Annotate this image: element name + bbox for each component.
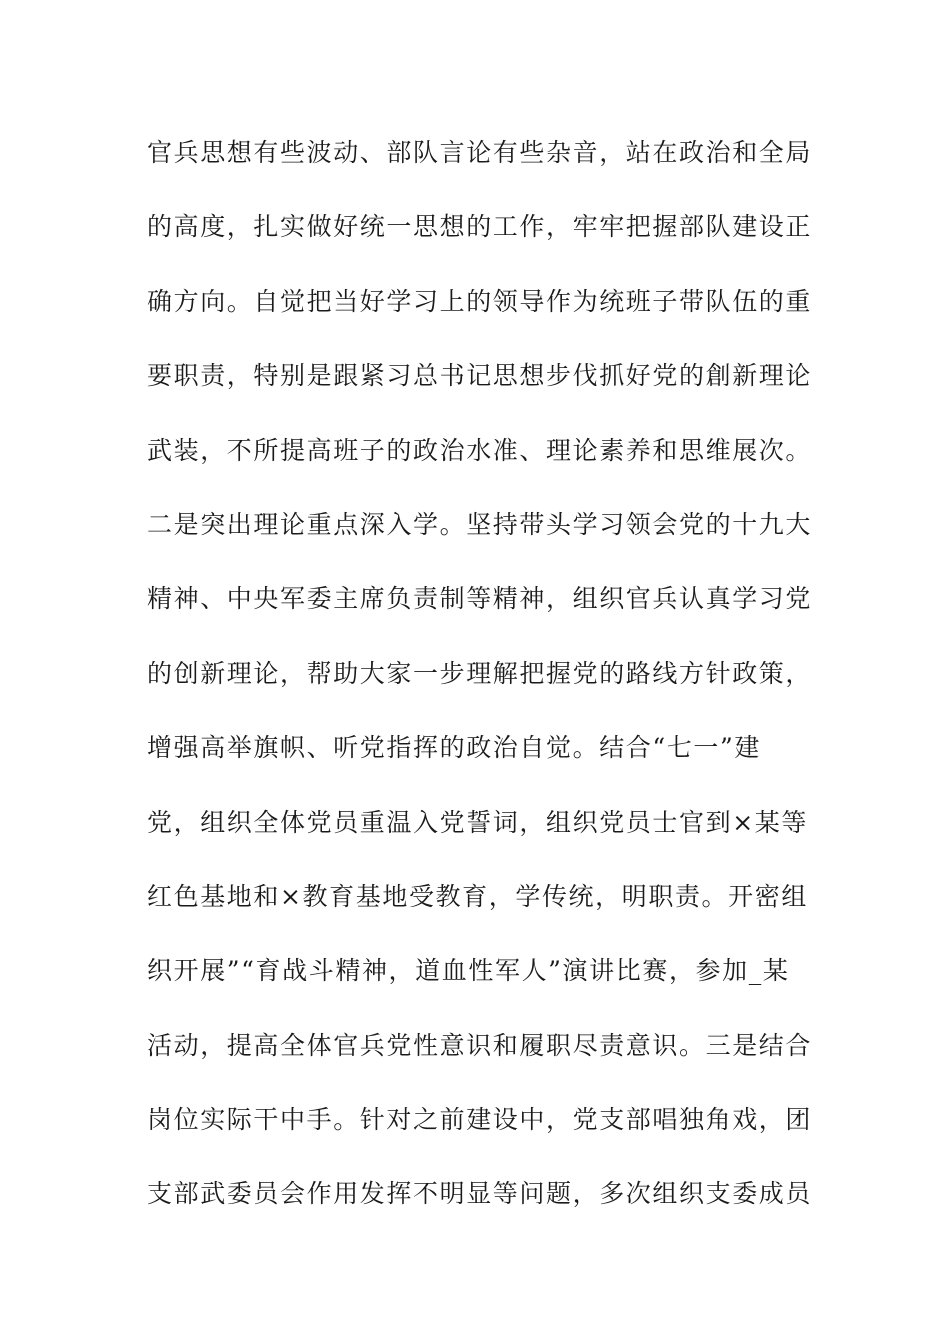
- text-line: 武装，不所提高班子的政治水准、理论素养和思维展次。: [147, 435, 813, 465]
- text-line: 红色基地和×教育基地受教育，学传统，明职责。开密组: [147, 881, 808, 911]
- body-text: [147, 127, 813, 1243]
- text-line: 要职责，特别是跟紧习总书记思想步伐抓好党的創新理论: [147, 361, 813, 391]
- text-line: 确方向。自觉把当好学习上的领导作为统班子带队伍的重: [147, 286, 813, 316]
- text-line: 精神、中央军委主席负责制等精神，组织官兵认真学习党: [147, 584, 813, 614]
- text-line: 岗位实际干中手。针对之前建设中，党支部唱独角戏，团: [147, 1105, 813, 1135]
- text-line: 二是突出理论重点深入学。坚持带头学习领会党的十九大: [147, 509, 813, 539]
- text-line: 增强高举旗帜、听党指挥的政治自觉。结合“七一”建: [147, 733, 761, 763]
- text-line: 官兵思想有些波动、部队言论有些杂音，站在政治和全局: [147, 138, 813, 167]
- text-line: 织开展”“育战斗精神，道血性军人”演讲比赛，参加_某: [147, 956, 790, 986]
- text-line: 的高度，扎实做好统一思想的工作，牢牢把握部队建设正: [147, 212, 813, 242]
- text-line: 的创新理论，帮助大家一步理解把握党的路线方针政策，: [147, 658, 813, 688]
- text-line: 党，组织全体党员重温入党誓词，组织党员士官到×某等: [147, 807, 808, 837]
- text-line: 支部武委员会作用发挥不明显等问题，多次组织支委成员: [147, 1179, 813, 1209]
- text-line: 活动，提高全体官兵党性意识和履职尽责意识。三是结合: [147, 1030, 813, 1060]
